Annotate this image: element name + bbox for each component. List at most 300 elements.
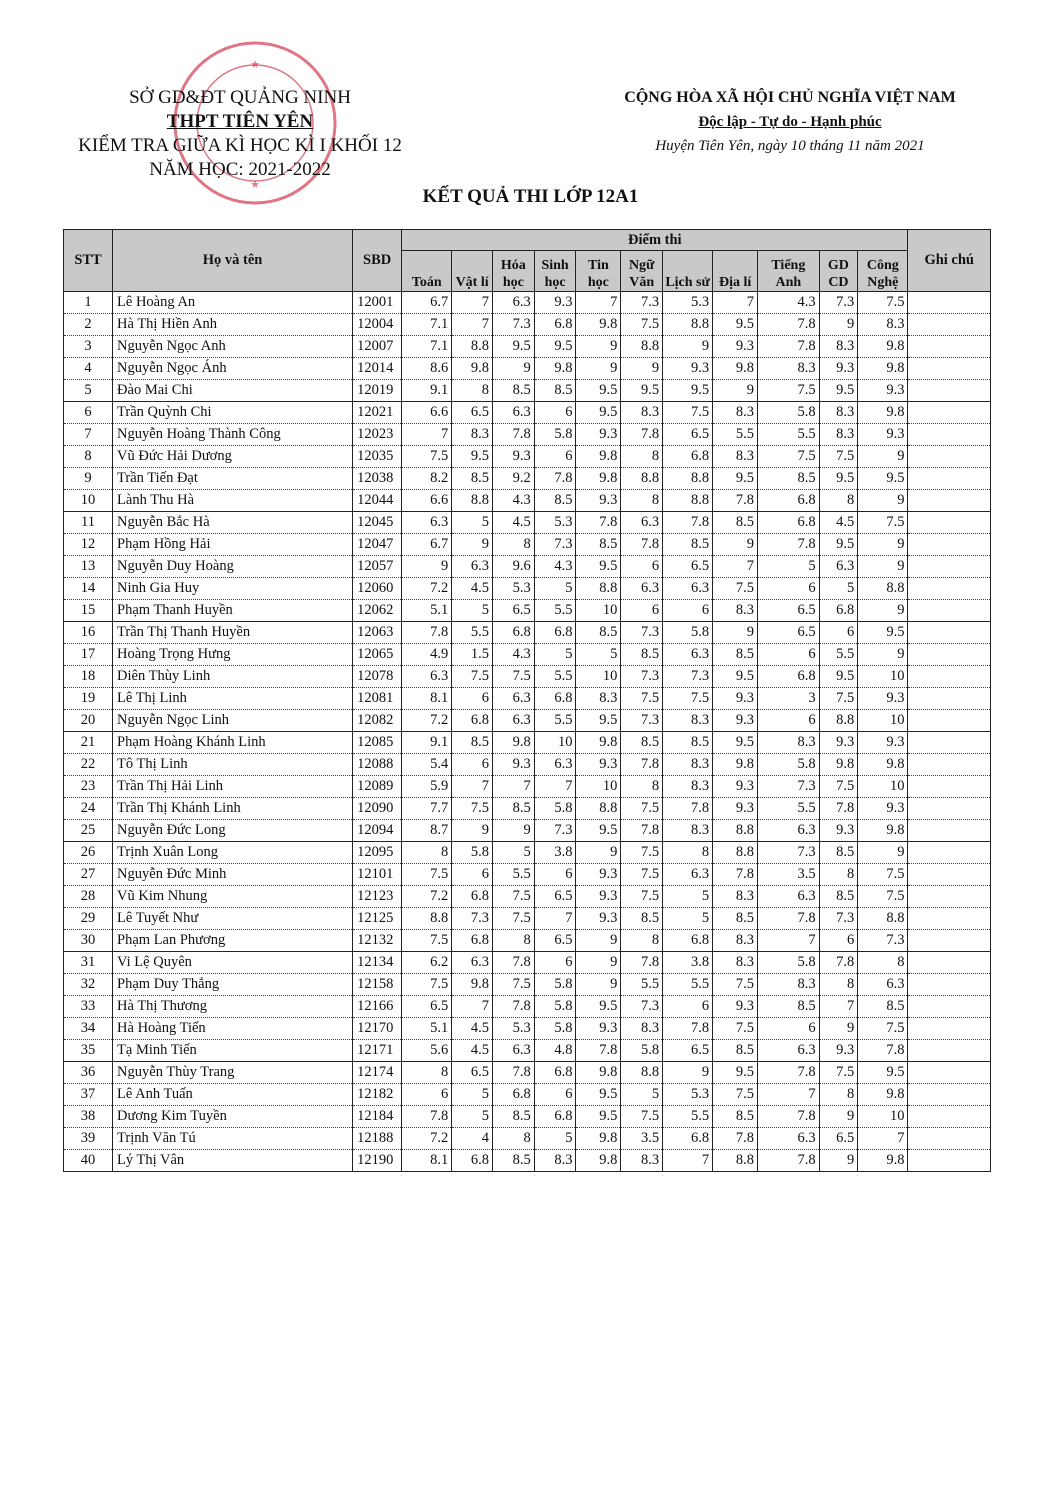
score-cell: 7.8 <box>758 314 820 336</box>
score-cell: 8.8 <box>713 820 758 842</box>
score-cell: 6.3 <box>758 1128 820 1150</box>
score-cell: 7 <box>534 776 576 798</box>
score-cell: 6.8 <box>534 622 576 644</box>
score-cell: 9.3 <box>492 754 534 776</box>
score-cell: 8.8 <box>713 842 758 864</box>
score-cell: 9.5 <box>713 1062 758 1084</box>
note-cell <box>908 600 991 622</box>
stt-cell: 5 <box>64 380 113 402</box>
score-cell: 8.3 <box>663 710 713 732</box>
score-cell: 7.5 <box>402 446 452 468</box>
sbd-cell: 12007 <box>353 336 402 358</box>
score-cell: 9 <box>819 1150 858 1172</box>
score-cell: 9.5 <box>819 666 858 688</box>
stt-cell: 28 <box>64 886 113 908</box>
score-cell: 5.1 <box>402 600 452 622</box>
score-cell: 10 <box>576 776 621 798</box>
score-cell: 3.5 <box>758 864 820 886</box>
score-cell: 7 <box>758 1084 820 1106</box>
score-cell: 7.3 <box>858 930 908 952</box>
department-name: SỞ GD&ĐT QUẢNG NINH <box>129 87 351 108</box>
score-cell: 7.3 <box>758 776 820 798</box>
score-cell: 4.5 <box>452 578 493 600</box>
score-cell: 9.5 <box>576 820 621 842</box>
score-cell: 7.8 <box>758 336 820 358</box>
score-cell: 8.3 <box>713 930 758 952</box>
score-cell: 5 <box>534 578 576 600</box>
score-cell: 5 <box>576 644 621 666</box>
student-name-cell: Hà Thị Thương <box>113 996 353 1018</box>
score-cell: 9.8 <box>858 820 908 842</box>
score-cell: 7.8 <box>758 1062 820 1084</box>
score-cell: 8.8 <box>713 1150 758 1172</box>
score-cell: 4.3 <box>534 556 576 578</box>
score-cell: 7 <box>576 292 621 314</box>
score-cell: 7.8 <box>758 534 820 556</box>
note-cell <box>908 1018 991 1040</box>
score-cell: 8.5 <box>452 468 493 490</box>
score-cell: 9.3 <box>858 380 908 402</box>
score-cell: 7.8 <box>492 952 534 974</box>
score-cell: 7.8 <box>576 512 621 534</box>
sbd-cell: 12174 <box>353 1062 402 1084</box>
score-cell: 7.8 <box>819 798 858 820</box>
stt-cell: 27 <box>64 864 113 886</box>
score-cell: 9.8 <box>576 314 621 336</box>
table-row <box>64 446 991 468</box>
svg-text:★: ★ <box>250 179 260 191</box>
stt-cell: 40 <box>64 1150 113 1172</box>
score-cell: 9.8 <box>576 468 621 490</box>
score-cell: 8.8 <box>576 578 621 600</box>
score-cell: 7.5 <box>492 974 534 996</box>
score-cell: 5 <box>452 512 493 534</box>
stt-cell: 39 <box>64 1128 113 1150</box>
score-cell: 7.5 <box>621 1106 663 1128</box>
student-name-cell: Trịnh Xuân Long <box>113 842 353 864</box>
table-row <box>64 1106 991 1128</box>
table-row <box>64 886 991 908</box>
score-cell: 5 <box>663 886 713 908</box>
score-cell: 7.5 <box>713 1018 758 1040</box>
score-cell: 8.8 <box>402 908 452 930</box>
score-cell: 7.3 <box>663 666 713 688</box>
score-cell: 9 <box>713 380 758 402</box>
score-cell: 9 <box>402 556 452 578</box>
score-cell: 9.5 <box>576 556 621 578</box>
score-cell: 9.3 <box>858 688 908 710</box>
score-cell: 7.8 <box>492 996 534 1018</box>
sbd-cell: 12065 <box>353 644 402 666</box>
table-row <box>64 688 991 710</box>
stt-cell: 20 <box>64 710 113 732</box>
score-cell: 8.3 <box>758 732 820 754</box>
score-cell: 5.5 <box>713 424 758 446</box>
header-subject: GD CD <box>819 251 858 292</box>
score-cell: 8.7 <box>402 820 452 842</box>
score-cell: 6.3 <box>492 688 534 710</box>
score-cell: 7 <box>713 292 758 314</box>
header-subject: Địa lí <box>713 251 758 292</box>
stt-cell: 17 <box>64 644 113 666</box>
student-name-cell: Nguyễn Thùy Trang <box>113 1062 353 1084</box>
sbd-cell: 12171 <box>353 1040 402 1062</box>
score-cell: 6.6 <box>402 402 452 424</box>
score-cell: 8.5 <box>819 886 858 908</box>
table-row <box>64 556 991 578</box>
stt-cell: 10 <box>64 490 113 512</box>
score-cell: 9 <box>492 358 534 380</box>
student-name-cell: Ninh Gia Huy <box>113 578 353 600</box>
score-cell: 9 <box>576 336 621 358</box>
score-cell: 7.8 <box>713 490 758 512</box>
header-subject: Tiếng Anh <box>758 251 820 292</box>
header-subject: Sinh học <box>534 251 576 292</box>
score-cell: 9 <box>576 952 621 974</box>
table-row <box>64 798 991 820</box>
score-cell: 6 <box>621 600 663 622</box>
score-cell: 5.8 <box>758 952 820 974</box>
score-cell: 9.3 <box>713 336 758 358</box>
score-cell: 4.3 <box>492 490 534 512</box>
score-cell: 6.3 <box>402 666 452 688</box>
stt-cell: 12 <box>64 534 113 556</box>
score-cell: 9 <box>858 490 908 512</box>
score-cell: 9 <box>858 600 908 622</box>
sbd-cell: 12094 <box>353 820 402 842</box>
score-cell: 7.5 <box>819 1062 858 1084</box>
exam-name: KIỂM TRA GIỮA KÌ HỌC KÌ I KHỐI 12 <box>78 135 402 156</box>
score-cell: 6 <box>819 930 858 952</box>
student-name-cell: Trần Thị Thanh Huyền <box>113 622 353 644</box>
score-cell: 8.8 <box>858 908 908 930</box>
score-cell: 8.3 <box>621 1150 663 1172</box>
score-cell: 8.5 <box>713 1106 758 1128</box>
score-cell: 10 <box>858 666 908 688</box>
score-cell: 7.5 <box>621 798 663 820</box>
score-cell: 8.5 <box>534 380 576 402</box>
score-cell: 6 <box>534 864 576 886</box>
table-row <box>64 754 991 776</box>
sbd-cell: 12038 <box>353 468 402 490</box>
score-cell: 7.8 <box>621 534 663 556</box>
score-cell: 9.3 <box>713 996 758 1018</box>
score-cell: 5.6 <box>402 1040 452 1062</box>
student-name-cell: Lê Hoàng An <box>113 292 353 314</box>
note-cell <box>908 358 991 380</box>
score-cell: 6.5 <box>534 886 576 908</box>
score-cell: 5.4 <box>402 754 452 776</box>
table-row <box>64 512 991 534</box>
score-cell: 9.3 <box>858 424 908 446</box>
score-cell: 8.3 <box>858 314 908 336</box>
table-row <box>64 600 991 622</box>
score-cell: 7.3 <box>534 534 576 556</box>
table-row <box>64 1150 991 1172</box>
table-row <box>64 314 991 336</box>
stt-cell: 23 <box>64 776 113 798</box>
stt-cell: 19 <box>64 688 113 710</box>
score-cell: 7 <box>713 556 758 578</box>
score-cell: 6.8 <box>819 600 858 622</box>
score-cell: 7.3 <box>452 908 493 930</box>
student-name-cell: Dương Kim Tuyền <box>113 1106 353 1128</box>
student-name-cell: Hà Thị Hiền Anh <box>113 314 353 336</box>
score-cell: 8.8 <box>858 578 908 600</box>
score-cell: 8.5 <box>492 1106 534 1128</box>
score-cell: 7 <box>452 996 493 1018</box>
sbd-cell: 12089 <box>353 776 402 798</box>
score-cell: 9.5 <box>858 622 908 644</box>
table-row <box>64 490 991 512</box>
student-name-cell: Phạm Duy Thắng <box>113 974 353 996</box>
score-cell: 9.3 <box>534 292 576 314</box>
stt-cell: 2 <box>64 314 113 336</box>
note-cell <box>908 798 991 820</box>
stt-cell: 38 <box>64 1106 113 1128</box>
score-cell: 8.5 <box>576 622 621 644</box>
score-cell: 8.8 <box>819 710 858 732</box>
stt-cell: 7 <box>64 424 113 446</box>
note-cell <box>908 1128 991 1150</box>
score-cell: 7.1 <box>402 314 452 336</box>
student-name-cell: Nguyễn Bắc Hà <box>113 512 353 534</box>
score-cell: 5 <box>452 1106 493 1128</box>
results-table <box>63 229 991 1172</box>
score-cell: 9 <box>576 930 621 952</box>
table-row <box>64 1062 991 1084</box>
score-cell: 9.5 <box>819 380 858 402</box>
score-cell: 8.3 <box>758 358 820 380</box>
score-cell: 7.5 <box>402 930 452 952</box>
score-cell: 7.8 <box>402 622 452 644</box>
sbd-cell: 12044 <box>353 490 402 512</box>
stt-cell: 1 <box>64 292 113 314</box>
national-motto: Độc lập - Tự do - Hạnh phúc <box>698 114 882 130</box>
score-cell: 9 <box>819 1018 858 1040</box>
table-row <box>64 1018 991 1040</box>
score-cell: 8.3 <box>621 402 663 424</box>
score-cell: 6.3 <box>663 644 713 666</box>
score-cell: 6.5 <box>663 424 713 446</box>
score-cell: 6.7 <box>402 534 452 556</box>
score-cell: 8.5 <box>492 380 534 402</box>
score-cell: 8.8 <box>621 468 663 490</box>
score-cell: 9.3 <box>713 798 758 820</box>
score-cell: 4.5 <box>452 1040 493 1062</box>
score-cell: 7.5 <box>452 798 493 820</box>
note-cell <box>908 908 991 930</box>
score-cell: 6.3 <box>452 952 493 974</box>
score-cell: 5.8 <box>534 1018 576 1040</box>
score-cell: 7.3 <box>621 666 663 688</box>
score-cell: 6.8 <box>492 1084 534 1106</box>
score-cell: 9.8 <box>858 402 908 424</box>
score-cell: 6.3 <box>621 512 663 534</box>
score-cell: 9.8 <box>858 336 908 358</box>
score-cell: 8.3 <box>621 1018 663 1040</box>
score-cell: 7.8 <box>713 1128 758 1150</box>
note-cell <box>908 534 991 556</box>
stt-cell: 4 <box>64 358 113 380</box>
score-cell: 6.2 <box>402 952 452 974</box>
score-cell: 9.5 <box>713 732 758 754</box>
score-cell: 7.8 <box>621 952 663 974</box>
table-row <box>64 468 991 490</box>
score-cell: 9.3 <box>819 358 858 380</box>
score-cell: 8.5 <box>621 644 663 666</box>
note-cell <box>908 974 991 996</box>
score-cell: 9.5 <box>452 446 493 468</box>
school-name: THPT TIÊN YÊN <box>166 111 314 132</box>
score-cell: 9 <box>452 820 493 842</box>
score-cell: 9.3 <box>819 820 858 842</box>
table-row <box>64 842 991 864</box>
school-year: NĂM HỌC: 2021-2022 <box>149 159 331 180</box>
score-cell: 9 <box>858 556 908 578</box>
table-row <box>64 732 991 754</box>
table-row <box>64 622 991 644</box>
note-cell <box>908 1062 991 1084</box>
note-cell <box>908 710 991 732</box>
score-cell: 8.3 <box>663 776 713 798</box>
sbd-cell: 12001 <box>353 292 402 314</box>
score-cell: 8.5 <box>452 732 493 754</box>
header-subject: Ngữ Văn <box>621 251 663 292</box>
table-row <box>64 336 991 358</box>
score-cell: 6.8 <box>663 1128 713 1150</box>
score-cell: 8.3 <box>452 424 493 446</box>
score-cell: 8 <box>621 776 663 798</box>
score-cell: 7.8 <box>663 512 713 534</box>
score-cell: 8.5 <box>576 534 621 556</box>
header-subject: Vật lí <box>452 251 493 292</box>
score-cell: 6.7 <box>402 292 452 314</box>
score-cell: 8 <box>452 380 493 402</box>
note-cell <box>908 666 991 688</box>
note-cell <box>908 402 991 424</box>
header-note: Ghi chú <box>908 230 991 292</box>
score-cell: 8 <box>621 446 663 468</box>
table-row <box>64 776 991 798</box>
student-name-cell: Diên Thùy Linh <box>113 666 353 688</box>
score-cell: 6 <box>819 622 858 644</box>
student-name-cell: Nguyễn Ngọc Anh <box>113 336 353 358</box>
score-cell: 6.3 <box>663 578 713 600</box>
score-cell: 8 <box>621 930 663 952</box>
score-cell: 6.8 <box>758 490 820 512</box>
score-cell: 8.3 <box>713 446 758 468</box>
score-cell: 3.8 <box>663 952 713 974</box>
score-cell: 9 <box>858 644 908 666</box>
sbd-cell: 12023 <box>353 424 402 446</box>
score-cell: 9 <box>858 842 908 864</box>
student-name-cell: Trần Thị Hải Linh <box>113 776 353 798</box>
score-cell: 4 <box>452 1128 493 1150</box>
stt-cell: 22 <box>64 754 113 776</box>
score-cell: 9 <box>663 336 713 358</box>
score-cell: 10 <box>858 710 908 732</box>
score-cell: 8 <box>621 490 663 512</box>
score-cell: 8.5 <box>713 644 758 666</box>
score-cell: 9.3 <box>492 446 534 468</box>
score-cell: 8.8 <box>452 336 493 358</box>
score-cell: 6 <box>534 1084 576 1106</box>
score-cell: 9.3 <box>858 732 908 754</box>
score-cell: 7.5 <box>621 864 663 886</box>
score-cell: 9 <box>819 1106 858 1128</box>
score-cell: 3 <box>758 688 820 710</box>
score-cell: 9.5 <box>492 336 534 358</box>
stt-cell: 30 <box>64 930 113 952</box>
score-cell: 7.5 <box>621 842 663 864</box>
score-cell: 7.5 <box>819 688 858 710</box>
score-cell: 7.8 <box>758 908 820 930</box>
stt-cell: 3 <box>64 336 113 358</box>
score-cell: 5 <box>452 600 493 622</box>
score-cell: 9.5 <box>576 1106 621 1128</box>
score-cell: 5.3 <box>492 578 534 600</box>
score-cell: 10 <box>534 732 576 754</box>
svg-text:★: ★ <box>250 59 260 71</box>
score-cell: 8.3 <box>713 600 758 622</box>
score-cell: 8.3 <box>663 754 713 776</box>
score-cell: 9.8 <box>576 1150 621 1172</box>
score-cell: 6.8 <box>758 512 820 534</box>
header-subject: Hóa học <box>492 251 534 292</box>
score-cell: 8.8 <box>663 468 713 490</box>
score-cell: 9.2 <box>492 468 534 490</box>
score-cell: 7.3 <box>492 314 534 336</box>
student-name-cell: Nguyễn Hoàng Thành Công <box>113 424 353 446</box>
student-name-cell: Vi Lệ Quyên <box>113 952 353 974</box>
note-cell <box>908 468 991 490</box>
score-cell: 9.3 <box>819 1040 858 1062</box>
score-cell: 9.8 <box>819 754 858 776</box>
score-cell: 6.8 <box>452 710 493 732</box>
score-cell: 7.8 <box>858 1040 908 1062</box>
score-cell: 6.3 <box>534 754 576 776</box>
score-cell: 7 <box>492 776 534 798</box>
score-cell: 9 <box>452 534 493 556</box>
score-cell: 6.8 <box>534 1062 576 1084</box>
score-cell: 9 <box>713 622 758 644</box>
score-cell: 7 <box>819 996 858 1018</box>
sbd-cell: 12166 <box>353 996 402 1018</box>
score-cell: 8 <box>492 1128 534 1150</box>
score-cell: 6.3 <box>621 578 663 600</box>
table-row <box>64 380 991 402</box>
score-cell: 9.8 <box>576 1128 621 1150</box>
score-cell: 6.3 <box>758 820 820 842</box>
score-cell: 8.1 <box>402 1150 452 1172</box>
score-cell: 8.5 <box>819 842 858 864</box>
score-cell: 5.9 <box>402 776 452 798</box>
score-cell: 7.3 <box>819 908 858 930</box>
score-cell: 7.5 <box>663 402 713 424</box>
sbd-cell: 12182 <box>353 1084 402 1106</box>
student-name-cell: Tạ Minh Tiến <box>113 1040 353 1062</box>
score-cell: 9.3 <box>576 754 621 776</box>
score-cell: 9.3 <box>576 490 621 512</box>
score-cell: 8 <box>402 1062 452 1084</box>
score-cell: 10 <box>858 776 908 798</box>
score-cell: 5.3 <box>534 512 576 534</box>
score-cell: 7.5 <box>758 446 820 468</box>
score-cell: 7 <box>452 776 493 798</box>
score-cell: 9.8 <box>576 446 621 468</box>
score-cell: 5.5 <box>534 600 576 622</box>
